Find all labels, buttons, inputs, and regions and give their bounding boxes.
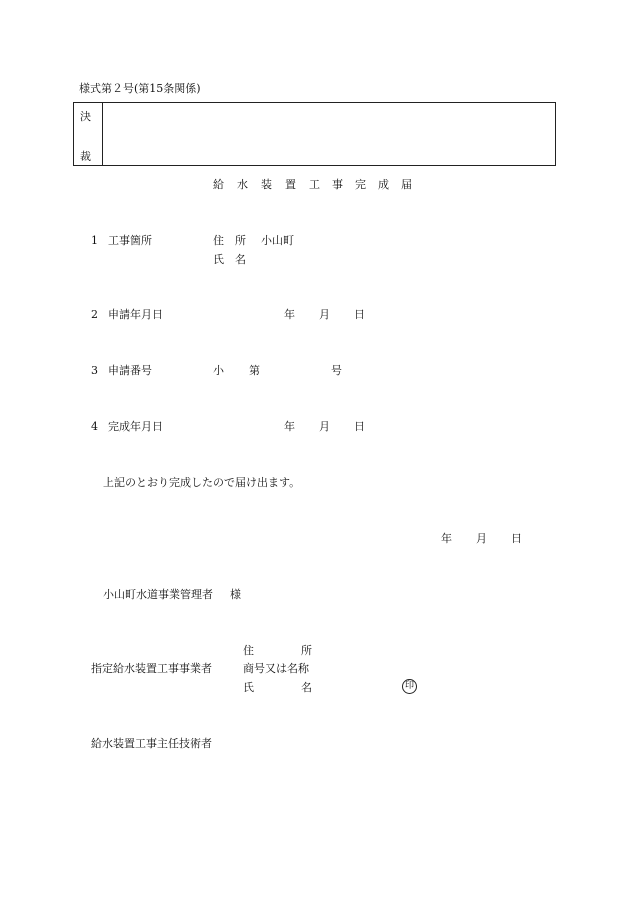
contractor-address-label-1: 住 — [243, 644, 254, 657]
year-label: 年 — [284, 308, 295, 321]
title-char: 工 — [309, 178, 320, 191]
year-label: 年 — [284, 420, 295, 433]
number-suffix: 号 — [331, 364, 342, 377]
title-char: 成 — [378, 178, 389, 191]
month-label: 月 — [319, 308, 330, 321]
statement: 上記のとおり完成したので届け出ます。 — [103, 476, 301, 489]
item-number: 3 — [91, 364, 98, 377]
year-label: 年 — [441, 532, 452, 545]
approval-divider — [102, 103, 103, 165]
address-label: 住 所 — [213, 234, 246, 247]
item-number: 2 — [91, 308, 98, 321]
addressee-honorific: 様 — [230, 588, 241, 601]
title-char: 給 — [213, 178, 224, 191]
month-label: 月 — [476, 532, 487, 545]
month-label: 月 — [319, 420, 330, 433]
item-number: 4 — [91, 420, 98, 433]
form-number: 様式第２号(第15条関係) — [79, 82, 201, 95]
title-char: 届 — [401, 178, 412, 191]
number-mid: 第 — [249, 364, 260, 377]
item-label: 申請年月日 — [108, 308, 163, 321]
title-char: 事 — [332, 178, 343, 191]
contractor-title: 指定給水装置工事事業者 — [91, 662, 212, 675]
title-char: 水 — [237, 178, 248, 191]
item-label: 申請番号 — [108, 364, 152, 377]
title-char: 装 — [261, 178, 272, 191]
seal-mark: 印 — [402, 679, 417, 694]
number-prefix: 小 — [213, 364, 224, 377]
title-char: 置 — [285, 178, 296, 191]
day-label: 日 — [354, 308, 365, 321]
contractor-name-label-1: 氏 — [243, 681, 254, 694]
approval-label-bottom: 裁 — [80, 150, 91, 163]
approval-box — [73, 102, 556, 166]
contractor-company-label: 商号又は名称 — [243, 662, 309, 675]
name-label: 氏 名 — [213, 253, 246, 266]
approval-label-top: 決 — [80, 110, 91, 123]
item-number: 1 — [91, 234, 98, 247]
contractor-address-label-2: 所 — [301, 644, 312, 657]
engineer-title: 給水装置工事主任技術者 — [91, 737, 212, 750]
title-char: 完 — [355, 178, 366, 191]
day-label: 日 — [354, 420, 365, 433]
item-label: 工事箇所 — [108, 234, 152, 247]
addressee-name: 小山町水道事業管理者 — [103, 588, 213, 601]
contractor-name-label-2: 名 — [301, 681, 312, 694]
item-label: 完成年月日 — [108, 420, 163, 433]
address-value: 小山町 — [261, 234, 294, 247]
day-label: 日 — [511, 532, 522, 545]
